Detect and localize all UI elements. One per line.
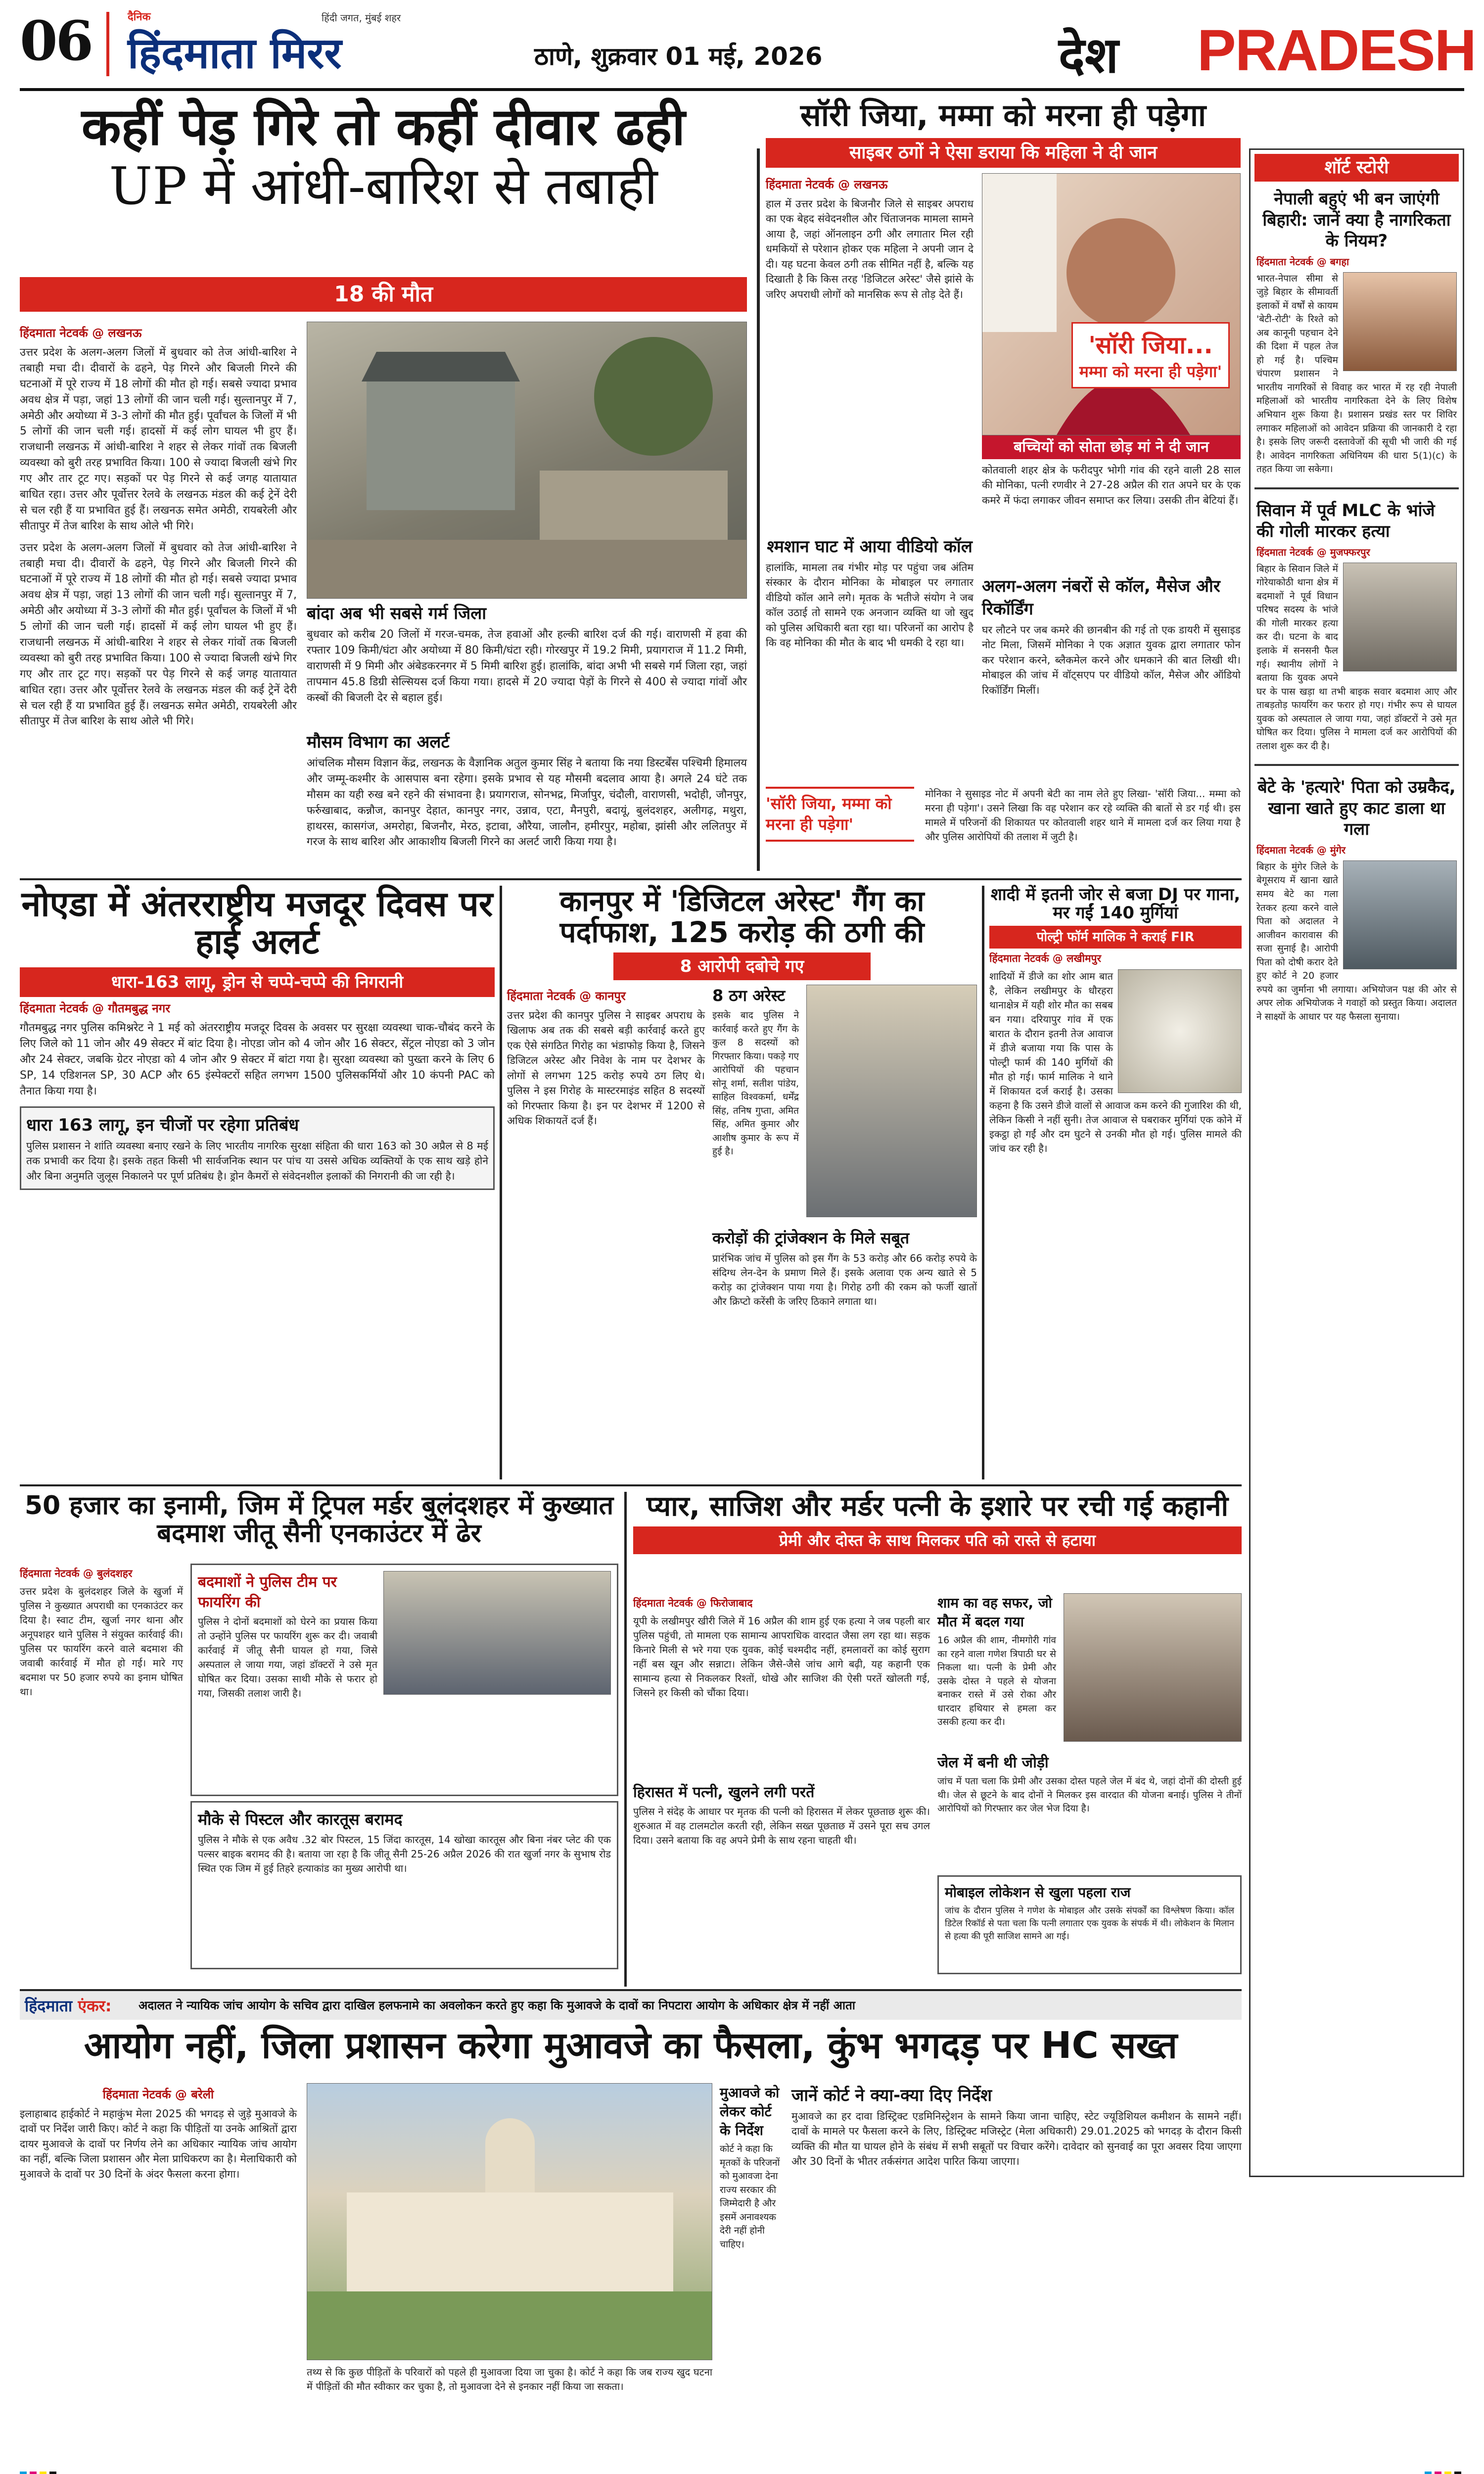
- firozabad-sub3-body: जांच के दौरान पुलिस ने गणेश के मोबाइल और उसके संपर्कों का विश्लेषण किया। कॉल डिटेल रिकॉर्ड से पता चला कि पत्नी लगातार एक युवक के संपर्क में थी। लोकेशन के मिलान से हत्या की पूरी साजिश सामने आ गई।: [945, 1905, 1234, 1942]
- firozabad-red-bar: प्रेमी और दोस्त के साथ मिलकर पति को रास्ते से हटाया: [633, 1526, 1242, 1554]
- woman-portrait-illustration: [982, 174, 1240, 435]
- bulandshahr-sub-title: मौके से पिस्टल और कारतूस बरामद: [198, 1810, 403, 1829]
- cyber-photo: [982, 173, 1241, 435]
- lead-headline-block: [20, 96, 747, 217]
- lead-headline-1: कहीं पेड़ गिरे तो कहीं दीवार ढही: [81, 96, 686, 157]
- paper-tag: दैनिक: [128, 11, 151, 23]
- short-story-3-body: बिहार के मुंगेर जिले के बेगूसराय में खाना खाते समय बेटे का गला रेतकर हत्या करने वाले पिता को अदालत ने आजीवन कारावास की सजा सुनाई है। आरोपी पिता को दोषी करार देते हुए कोर्ट ने 20 हजार रुपये का जुर्माना भी लगाया। अभियोजन पक्ष की ओर से अपर लोक अभियोजक ने गवाहों को प्रस्तुत किया। अदालत ने साक्ष्यों के आधार पर यह फैसला सुनाया।: [1256, 861, 1457, 1022]
- firozabad-headline: प्यार, साजिश और मर्डर पत्नी के इशारे पर रची गई कहानी: [646, 1490, 1229, 1522]
- short-story-1-photo: [1343, 272, 1457, 371]
- lead-photo: [307, 322, 747, 599]
- noida-sub-title: धारा 163 लागू, इन चीजों पर रहेगा प्रतिबंध: [26, 1115, 299, 1135]
- paper-name: हिंदमाता मिरर: [128, 29, 342, 78]
- short-story-sidebar: [1249, 148, 1464, 2177]
- sidebar-divider-2: [1254, 764, 1459, 766]
- anchor-sub: [791, 2083, 1242, 2169]
- short-story-2-body: बिहार के सिवान जिले में गोरेयाकोठी थाना क्षेत्र में बदमाशों ने पूर्व विधान परिषद सदस्य के भांजे की गोली मारकर हत्या कर दी। घटना के बाद इलाके में सनसनी फैल गई। स्थानीय लोगों ने बताया कि युवक अपने घर के पास खड़ा था तभी बाइक सवार बदमाश आए और ताबड़तोड़ फायरिंग कर फरार हो गए। गंभीर रूप से घायल युवक को अस्पताल ले जाया गया, जहां डॉक्टरों ने उसे मृत घोषित कर दिया। पुलिस ने मामला दर्ज कर आरोपियों की तलाश शुरू कर दी है।: [1256, 563, 1457, 752]
- kanpur-body: उत्तर प्रदेश की कानपुर पुलिस ने साइबर अपराध के खिलाफ अब तक की सबसे बड़ी कार्रवाई करते हुए एक ऐसे संगठित गिरोह का भंडाफोड़ किया है, जिसने डिजिटल अरेस्ट और निवेश के नाम पर देशभर के लोगों से लगभग 125 करोड़ रुपये ठग लिए थे। पुलिस ने इस गिरोह के मास्टरमाइंड सहित 8 सदस्यों को गिरफ्तार किया है। इन पर देशभर में 1200 से अधिक शिकायतें दर्ज हैं।: [507, 1009, 705, 1127]
- paper-tagline: हिंदी जगत, मुंबई शहर: [322, 12, 401, 24]
- masthead: [20, 9, 974, 83]
- firozabad-accused-photo: [1064, 1593, 1242, 1742]
- cyber-side-body: कोतवाली शहर क्षेत्र के फरीदपुर भोगी गांव की रहने वाली 28 साल की मोनिका, पत्नी रणवीर ने 27-28 अप्रैल की रात अपने घर के एक कमरे में फंदा लगाकर जीवन समाप्त कर लिया। उसकी तीन बेटियां हैं।: [982, 464, 1241, 506]
- cyber-sub1-body: हालांकि, मामला तब गंभीर मोड़ पर पहुंचा जब अंतिम संस्कार के दौरान मोनिका के मोबाइल पर लगातार वीडियो कॉल आने लगे। मृतक के भतीजे संयोग ने जब कॉल उठाई तो सामने एक अनजान व्यक्ति था जो खुद को पुलिस अधिकारी बता रहा था। परिजनों का आरोप है कि वह मोनिका की मौत के बाद भी धमकी दे रहा था।: [766, 562, 974, 649]
- section-hindi: देश: [1059, 26, 1119, 84]
- print-color-strip: [20, 2472, 1464, 2474]
- noida-sub-box: [20, 1106, 495, 1190]
- short-story-2-photo: [1343, 563, 1457, 671]
- short-story-3-byline: हिंदमाता नेटवर्क @ मुंगेर: [1256, 844, 1346, 856]
- bulandshahr-sub-box: [190, 1801, 618, 1969]
- kanpur-story: [507, 886, 977, 980]
- lead-headline-2: UP में आंधी-बारिश से तबाही: [109, 156, 658, 217]
- anchor-photo-caption: तथ्य से कि कुछ पीड़ितों के परिवारों को पहले ही मुआवजा दिया जा चुका है। कोर्ट ने कहा कि जब राज्य खुद घटना में पीड़ितों की मौत स्वीकार कर चुका है, तो मुआवजा देने से इनकार नहीं किया जा सकता।: [307, 2366, 712, 2392]
- section-english: PRADESH: [1197, 18, 1476, 83]
- shaadi-body: शादियों में डीजे का शोर आम बात है, लेकिन लखीमपुर के धौरहरा थानाक्षेत्र में यही शोर मौत का सबब बन गया। दरियापुर गांव में एक बारात के दौरान इतनी तेज आवाज में डीजे बजाया गया कि पास के पोल्ट्री फार्म की 140 मुर्गियों की मौत हो गई। फार्म मालिक ने थाने में शिकायत दर्ज कराई है। उसका कहना है कि उसने डीजे वालों से आवाज कम करने की गुजारिश की थी, लेकिन किसी ने नहीं सुनी। तेज आवाज से घबराकर मुर्गियां एक कोने में इकट्ठा हो गईं और दम घुटने से उनकी मौत हो गई। पुलिस मामले की जांच कर रही है।: [989, 970, 1242, 1155]
- lead-body: उत्तर प्रदेश के अलग-अलग जिलों में बुधवार को तेज आंधी-बारिश ने तबाही मचा दी। दीवारों के ढहने, पेड़ गिरने और बिजली गिरने की घटनाओं में पूरे राज्य में 18 लोगों की मौत हो गई। सबसे ज्यादा प्रभाव अवध क्षेत्र में पड़ा, जहां 13 लोगों की जान चली गई। सुल्तानपुर में 7, अमेठी और अयोध्या में 3-3 लोगों की मौत हुई। पूर्वांचल के जिलों में भी 5 लोगों की जान चली गई। हादसों में कई लोग घायल भी हुए हैं। राजधानी लखनऊ में आंधी-बारिश ने शहर से लेकर गांवों तक बिजली व्यवस्था को बुरी तरह प्रभावित किया। 100 से ज्यादा बिजली खंभे गिर गए और तार टूट गए। सड़कों पर पेड़ गिरने से कई जगह यातायात बाधित रहा। उत्तर और पूर्वोत्तर रेलवे के लखनऊ मंडल की कई ट्रेनें देरी से चल रही हैं या प्रभावित हुई हैं। लखनऊ समेत अमेठी, रायबरेली और सीतापुर में तेज बारिश के साथ ओले भी गिरे।: [20, 346, 297, 532]
- cyber-red-bar: साइबर ठगों ने ऐसा डराया कि महिला ने दी जान: [766, 138, 1241, 168]
- kanpur-arrest-photo: [806, 985, 977, 1217]
- anchor-body: इलाहाबाद हाईकोर्ट ने महाकुंभ मेला 2025 की भगदड़ से जुड़े मुआवजे के दावों पर निर्देश जारी किए। कोर्ट ने कहा कि पीड़ितों या उनके आश्रितों द्वारा दायर मुआवजे के दावों पर निर्णय लेने का अधिकार न्यायिक जांच आयोग का नहीं, बल्कि जिला प्रशासन और मेला प्राधिकरण का है। मेलाधिकारी को मुआवजे के दावों पर 30 दिनों के अंदर फैसला करना होगा।: [20, 2108, 297, 2180]
- firozabad-sub3-title: मोबाइल लोकेशन से खुला पहला राज: [945, 1884, 1131, 1901]
- bulandshahr-body: उत्तर प्रदेश के बुलंदशहर जिले के खुर्जा में पुलिस ने कुख्यात अपराधी का एनकाउंटर कर दिया है। स्वाट टीम, खुर्जा नगर थाना और अनूपशहर थाने पुलिस ने संयुक्त कार्रवाई की। पुलिस पर फायरिंग करने वाले बदमाश की जवाबी कार्रवाई में मौत हो गई। मारे गए बदमाश पर 50 हजार रुपये का इनाम घोषित था।: [20, 1585, 183, 1698]
- anchor-kicker: अदालत ने न्यायिक जांच आयोग के सचिव द्वारा दाखिल हलफनामे का अवलोकन करते हुए कहा कि मुआवजे के दावों का निपटारा आयोग के अधिकार क्षेत्र में नहीं आता: [139, 1998, 855, 2012]
- bulandshahr-police-photo: [383, 1571, 611, 1695]
- short-story-1-body: भारत-नेपाल सीमा से जुड़े बिहार के सीमावर्ती इलाकों में वर्षों से कायम 'बेटी-रोटी' के रिश्ते को अब कानूनी पहचान देने की दिशा में पहल तेज हो गई है। पश्चिम चंपारण प्रशासन ने भारतीय नागरिकों से विवाह कर भारत में रह रही नेपाली महिलाओं को भारतीय नागरिकता देने के लिए विशेष अभियान शुरू किया है। प्रशासन प्रखंड स्तर पर शिविर लगाकर महिलाओं को आवेदन प्रक्रिया की जानकारी दे रहा है। इसके लिए जरूरी दस्तावेजों की सूची भी जारी की गई है। आवेदन नागरिकता अधिनियम की धारा 5(1)(c) के तहत किया जा सकेगा।: [1256, 273, 1457, 475]
- anchor-brand: हिंदमाता एंकर:: [25, 1997, 112, 2015]
- firozabad-sub3: [937, 1875, 1242, 1974]
- kanpur-headline: कानपुर में 'डिजिटल अरेस्ट' गैंग का पर्दाफाश, 125 करोड़ की ठगी की: [559, 884, 925, 949]
- bulandshahr-sub-body: पुलिस ने मौके से एक अवैध .32 बोर पिस्टल, 15 जिंदा कारतूस, 14 खोखा कारतूस और बिना नंबर प्लेट की एक पल्सर बाइक बरामद की है। बताया जा रहा है कि जीतू सैनी 25-26 अप्रैल 2026 की रात खुर्जा नगर के सुभाष रोड स्थित एक जिम में हुई तिहरे हत्याकांड का मुख्य आरोपी था।: [198, 1834, 611, 1874]
- section-rule-2: [20, 1484, 1242, 1486]
- short-story-1-byline: हिंदमाता नेटवर्क @ बगहा: [1256, 255, 1349, 268]
- court-building-illustration: [307, 2084, 712, 2360]
- cyber-sub1: [766, 534, 974, 651]
- black-mark-right: [1454, 2472, 1461, 2474]
- firozabad-byline: हिंदमाता नेटवर्क @ फिरोजाबाद: [633, 1597, 753, 1609]
- noida-story: [20, 886, 495, 1190]
- cyber-photo-caption: बच्चियों को सोता छोड़ मां ने दी जान: [982, 435, 1241, 459]
- firozabad-sub2-body: जांच में पता चला कि प्रेमी और उसका दोस्त पहले जेल में बंद थे, जहां दोनों की दोस्ती हुई थी। जेल से छूटने के बाद दोनों ने मिलकर इस वारदात की योजना बनाई। पुलिस ने तीनों आरोपियों को गिरफ्तार कर जेल भेज दिया है।: [937, 1776, 1242, 1814]
- shaadi-headline: शादी में इतनी जोर से बजा DJ पर गाना, मर गईं 140 मुर्गियां: [990, 885, 1241, 923]
- sidebar-divider-1: [1254, 487, 1459, 489]
- cyber-story: [766, 99, 1241, 168]
- firozabad-sub1-body: पुलिस ने संदेह के आधार पर मृतक की पत्नी को हिरासत में लेकर पूछताछ शुरू की। शुरुआत में वह टालमटोल करती रही, लेकिन सख्त पूछताछ में उसने पूरा सच उगल दिया। उसने बताया कि वह अपने प्रेमी के साथ रहना चाहती थी।: [633, 1806, 930, 1846]
- lead-caption-body: बुधवार को करीब 20 जिलों में गरज-चमक, तेज हवाओं और हल्की बारिश दर्ज की गई। वाराणसी में हवा की रफ्तार 109 किमी/घंटा और अयोध्या में 80 किमी/घंटा रही। गोरखपुर में 19.2 मिमी, प्रयागराज में 11.2 मिमी, वाराणसी में 9 मिमी और अंबेडकरनगर में 5 मिमी बारिश हुई। हालांकि, बांदा अभी भी सबसे गर्म जिला रहा, जहां तापमान 45.8 डिग्री सेल्सियस दर्ज किया गया। हादसे में 20 ज्यादा पेड़ों के गिरने से 400 से ज्यादा गांवों और कस्बों की बिजली देर से बहाल हुई।: [307, 628, 747, 704]
- noida-headline: नोएडा में अंतरराष्ट्रीय मजदूर दिवस पर हाई अलर्ट: [21, 884, 493, 962]
- kanpur-sub-title: करोड़ों की ट्रांजेक्शन के मिले सबूत: [712, 1229, 910, 1247]
- firozabad-sub1-title: हिरासत में पत्नी, खुलने लगी परतें: [633, 1784, 815, 1801]
- yellow-mark: [40, 2472, 46, 2474]
- magenta-mark-right: [1435, 2472, 1441, 2474]
- anchor-sub-body: मुआवजे का हर दावा डिस्ट्रिक्ट एडमिनिस्ट्रेशन के सामने किया जाना चाहिए, स्टेट ज्यूडिशियल कमीशन के सामने नहीं। दावों के मामले पर फैसला करने के लिए, डिस्ट्रिक्ट मजिस्ट्रेट (मेला अधिकारी) 29.01.2025 को भगदड़ के दौरान किसी व्यक्ति की मौत या घायल होने के संबंध में सभी सबूतों पर विचार करेंगे। दावेदार को सुनवाई का पूरा अवसर दिया जाएगा और 30 दिनों के भीतर तर्कसंगत आदेश पारित किया जाएगा।: [791, 2110, 1242, 2168]
- header-rule: [20, 88, 1464, 91]
- cyber-quote-body: मोनिका ने सुसाइड नोट में अपनी बेटी का नाम लेते हुए लिखा- 'सॉरी जिया... मम्मा को मरना ही पड़ेगा'। उसने लिखा कि वह परेशान कर रहे व्यक्ति की बातों से डर गई थी। इस मामले में परिजनों की शिकायत पर कोतवाली शहर थाने में मामला दर्ज कर लिया गया है और पुलिस आरोपियों की तलाश में जुटी है।: [925, 788, 1241, 843]
- short-story-label: शॉर्ट स्टोरी: [1254, 154, 1459, 182]
- anchor-kicker-bar: [20, 1989, 1242, 2020]
- bulandshahr-box: [190, 1564, 618, 1796]
- anchor-headline-block: [20, 2026, 1242, 2066]
- bulandshahr-box-title: बदमाशों ने पुलिस टीम पर फायरिंग की: [198, 1573, 337, 1611]
- noida-red-bar: धारा-163 लागू, ड्रोन से चप्पे-चप्पे की निगरानी: [20, 967, 495, 997]
- magenta-mark: [30, 2472, 37, 2474]
- cyber-sub2-body: घर लौटने पर जब कमरे की छानबीन की गई तो एक डायरी में सुसाइड नोट मिला, जिसमें मोनिका ने एक अज्ञात युवक द्वारा लगातार फोन कर परेशान करने, ब्लैकमेल करने और धमकाने की बात लिखी थी। मोबाइल की जांच में वॉट्सएप पर वीडियो कॉल, मैसेज और ऑडियो रिकॉर्डिंग मिलीं।: [982, 624, 1241, 696]
- shaadi-chicken-photo: [1118, 969, 1242, 1093]
- short-story-3: [1251, 774, 1463, 1027]
- photo-quote-line-1: 'सॉरी जिया...: [1088, 332, 1213, 359]
- firozabad-sub2: [937, 1752, 1242, 1816]
- yellow-mark-right: [1444, 2472, 1451, 2474]
- weather-title: मौसम विभाग का अलर्ट: [307, 732, 450, 752]
- anchor-side-title: मुआवजे को लेकर कोर्ट के निर्देश: [720, 2085, 780, 2139]
- dateline: ठाणे, शुक्रवार 01 मई, 2026: [534, 42, 823, 71]
- lead-body-repeat: उत्तर प्रदेश के अलग-अलग जिलों में बुधवार को तेज आंधी-बारिश ने तबाही मचा दी। दीवारों के ढहने, पेड़ गिरने और बिजली गिरने की घटनाओं में पूरे राज्य में 18 लोगों की मौत हो गई। सबसे ज्यादा प्रभाव अवध क्षेत्र में पड़ा, जहां 13 लोगों की जान चली गई। सुल्तानपुर में 7, अमेठी और अयोध्या में 3-3 लोगों की मौत हुई। पूर्वांचल के जिलों में भी 5 लोगों की जान चली गई। हादसों में कई लोग घायल भी हुए हैं। राजधानी लखनऊ में आंधी-बारिश ने शहर से लेकर गांवों तक बिजली व्यवस्था को बुरी तरह प्रभावित किया। 100 से ज्यादा बिजली खंभे गिर गए और तार टूट गए। सड़कों पर पेड़ गिरने से कई जगह यातायात बाधित रहा। उत्तर और पूर्वोत्तर रेलवे के लखनऊ मंडल की कई ट्रेनें देरी से चल रही हैं या प्रभावित हुई हैं। लखनऊ समेत अमेठी, रायबरेली और सीतापुर में तेज बारिश के साथ ओले भी गिरे।: [20, 541, 297, 728]
- short-story-2-byline: हिंदमाता नेटवर्क @ मुजफ्फरपुर: [1256, 546, 1370, 558]
- cyber-sub1-title: श्मशान घाट में आया वीडियो कॉल: [767, 537, 973, 557]
- bulandshahr-headline: 50 हजार का इनामी, जिम में ट्रिपल मर्डर बुलंदशहर में कुख्यात बदमाश जीतू सैनी एनकाउंटर में ढेर: [24, 1491, 614, 1549]
- weather-body: आंचलिक मौसम विज्ञान केंद्र, लखनऊ के वैज्ञानिक अतुल कुमार सिंह ने बताया कि नया डिस्टर्बेंस पश्चिमी हिमालय और जम्मू-कश्मीर के आसपास बना रहेगा। इसके प्रभाव से यह मौसमी बदलाव आया है। अगले 24 घंटे तक मौसम का यही रुख बने रहने की संभावना है। प्रयागराज, सोनभद्र, मिर्जापुर, चंदौली, वाराणसी, भदोही, जौनपुर, फर्रुखाबाद, कन्नौज, कानपुर देहात, कानपुर नगर, उन्नाव, एटा, मैनपुरी, बदायूं, बुलंदशहर, अलीगढ़, मथुरा, हाथरस, कासगंज, अमरोहा, बिजनौर, मेरठ, इटावा, औरैया, जालौन, हमीरपुर, महोबा, झांसी और ललितपुर में गरज के साथ बारिश और आकाशीय बिजली गिरने का अलर्ट जारी किया गया है।: [307, 757, 747, 849]
- noida-body: गौतमबुद्ध नगर पुलिस कमिश्नरेट ने 1 मई को अंतरराष्ट्रीय मजदूर दिवस के अवसर पर सुरक्षा व्यवस्था चाक-चौबंद करने के लिए जिले को 11 जोन और 49 सेक्टर में बांट दिया है। नोएडा जोन को 4 जोन और 16 सेक्टर, सेंट्रल नोएडा को 3 जोन और 24 सेक्टर, जबकि ग्रेटर नोएडा को 4 जोन और 9 सेक्टर में बांटा गया है। सुरक्षा व्यवस्था को पुख्ता करने के लिए 6 SP, 14 एडिशनल SP, 30 ACP और 65 इंस्पेक्टरों सहित लगभग 1500 पुलिसकर्मियों और 10 कंपनी PAC को तैनात किया गया है।: [20, 1022, 495, 1097]
- shaadi-byline: हिंदमाता नेटवर्क @ लखीमपुर: [989, 952, 1102, 965]
- kanpur-red-bar: 8 आरोपी दबोचे गए: [613, 952, 871, 980]
- shaadi-story: [989, 886, 1242, 1156]
- kanpur-byline: हिंदमाता नेटवर्क @ कानपुर: [507, 989, 626, 1003]
- firozabad-sub1: [633, 1781, 930, 1848]
- lead-byline: हिंदमाता नेटवर्क @ लखनऊ: [20, 326, 142, 340]
- short-story-3-title: बेटे के 'हत्यारे' पिता को उम्रकैद, खाना खाते हुए काट डाला था गला: [1257, 777, 1456, 840]
- bulandshahr-text-column: [20, 1564, 183, 1699]
- cyber-body: हाल में उत्तर प्रदेश के बिजनौर जिले से साइबर अपराध का एक बेहद संवेदनशील और चिंताजनक मामला सामने आया है, जहां ऑनलाइन ठगी और लगातार मिल रही धमकियों से परेशान होकर एक महिला ने अपनी जान दे दी। यह घटना केवल ठगी तक सीमित नहीं है, बल्कि यह दिखाती है कि किस तरह 'डिजिटल अरेस्ट' जैसे झांसे के जरिए अपराधी लोगों को मानसिक रूप से तोड़ देते हैं।: [766, 198, 974, 300]
- cyan-mark: [20, 2472, 27, 2474]
- section-rule-1: [20, 878, 1242, 880]
- cyan-mark-right: [1425, 2472, 1432, 2474]
- lead-photo-caption: [307, 601, 747, 706]
- firozabad-text-column: [633, 1593, 930, 1700]
- firozabad-side-title: शाम का वह सफर, जो मौत में बदल गया: [937, 1595, 1052, 1630]
- cyber-photo-quote: [1071, 322, 1230, 388]
- firozabad-story: [633, 1492, 1242, 1554]
- bulandshahr-byline: हिंदमाता नेटवर्क @ बुलंदशहर: [20, 1568, 133, 1579]
- collapsed-wall-illustration: [307, 322, 746, 598]
- column-rule: [757, 148, 760, 871]
- cyber-headline: सॉरी जिया, मम्मा को मरना ही पड़ेगा: [800, 97, 1206, 133]
- anchor-headline: आयोग नहीं, जिला प्रशासन करेगा मुआवजे का फैसला, कुंभ भगदड़ पर HC सख्त: [84, 2024, 1178, 2067]
- short-story-3-photo: [1343, 860, 1457, 969]
- noida-sub-body: पुलिस प्रशासन ने शांति व्यवस्था बनाए रखने के लिए भारतीय नागरिक सुरक्षा संहिता की धारा 163 को 30 अप्रैल से 8 मई तक प्रभावी कर दिया है। इसके तहत किसी भी सार्वजनिक स्थान पर पांच या उससे अधिक व्यक्तियों के एक साथ खड़े होने और बिना अनुमति जुलूस निकालने पर पूर्ण प्रतिबंध है। ड्रोन कैमरों से संवेदनशील इलाकों की निगरानी की जा रही है।: [26, 1140, 488, 1182]
- kanpur-side-body: इसके बाद पुलिस ने कार्रवाई करते हुए गैंग के कुल 8 सदस्यों को गिरफ्तार किया। पकड़े गए आरोपियों की पहचान सोनू शर्मा, सतीश पांडेय, साहिल विश्वकर्मा, धर्मेंद्र सिंह, तनिष गुप्ता, अमित सिंह, अमित कुमार और आशीष कुमार के रूप में हुई है।: [712, 1010, 799, 1157]
- weather-alert: [307, 730, 747, 850]
- cyber-sub2: [982, 574, 1241, 698]
- short-story-2: [1251, 497, 1463, 757]
- column-rule-3: [982, 886, 984, 1479]
- short-story-1: [1251, 186, 1463, 479]
- column-rule-4: [624, 1492, 627, 1987]
- lead-red-bar: 18 की मौत: [20, 277, 747, 312]
- cyber-text-column: [766, 173, 974, 302]
- shaadi-red-bar: पोल्ट्री फॉर्म मालिक ने कराई FIR: [989, 926, 1242, 949]
- lead-caption-title: बांदा अब भी सबसे गर्म जिला: [307, 604, 487, 623]
- firozabad-sub2-title: जेल में बनी थी जोड़ी: [937, 1754, 1049, 1771]
- kanpur-side-title: 8 ठग अरेस्ट: [712, 986, 786, 1005]
- firozabad-body: यूपी के लखीमपुर खीरी जिले में 16 अप्रैल की शाम हुई एक हत्या ने जब पहली बार पुलिस पहुंची, तो मामला एक सामान्य आपराधिक वारदात जैसा लग रहा था। सड़क किनारे मिली से भरे गया एक युवक, कोई चश्मदीद नहीं, हमलावरों का कोई सुराग नहीं बस खून और सन्नाटा। लेकिन जैसे-जैसे जांच आगे बढ़ी, यह कहानी एक सामान्य हत्या से निकलकर रिश्तों, धोखे और साजिश की ऐसी परतें खोलती गई, जिसने हर किसी को चौंका दिया।: [633, 1615, 930, 1699]
- short-story-2-title: सिवान में पूर्व MLC के भांजे की गोली मारकर हत्या: [1256, 500, 1435, 542]
- high-court-photo: [307, 2083, 712, 2360]
- cyber-byline: हिंदमाता नेटवर्क @ लखनऊ: [766, 178, 888, 191]
- lead-text-column: [20, 322, 297, 729]
- anchor-byline: हिंदमाता नेटवर्क @ बरेली: [102, 2088, 214, 2101]
- bulandshahr-story: [20, 1492, 618, 1547]
- firozabad-side: [937, 1593, 1056, 1729]
- header-divider: [106, 12, 109, 76]
- anchor-side: [720, 2083, 784, 2251]
- anchor-sub-title: जानें कोर्ट ने क्या-क्या दिए निर्देश: [791, 2086, 992, 2105]
- short-story-1-title: नेपाली बहुएं भी बन जाएंगी बिहारी: जानें क्या है नागरिकता के नियम?: [1262, 189, 1451, 251]
- firozabad-side-body: 16 अप्रैल की शाम, नीमगोरी गांव का रहने वाला गणेश त्रिपाठी घर से निकला था। पत्नी के प्रेमी और उसके दोस्त ने पहले से योजना बनाकर रास्ते में उसे रोका और धारदार हथियार से हमला कर उसकी हत्या कर दी।: [937, 1635, 1056, 1728]
- bulandshahr-box-body: पुलिस ने दोनों बदमाशों को घेरने का प्रयास किया तो उन्होंने पुलिस पर फायरिंग शुरू कर दी। जवाबी कार्रवाई में जीतू सैनी घायल हो गया, जिसे अस्पताल ले जाया गया, जहां डॉक्टरों ने उसे मृत घोषित कर दिया। उसका साथी मौके से फरार हो गया, जिसकी तलाश जारी है।: [198, 1616, 377, 1699]
- black-mark: [49, 2472, 56, 2474]
- page-number: 06: [20, 9, 92, 73]
- cyber-quote-box: [766, 787, 914, 842]
- kanpur-text-column: [507, 985, 705, 1129]
- photo-quote-line-2: मम्मा को मरना ही पड़ेगा': [1079, 362, 1222, 381]
- kanpur-side: [712, 985, 799, 1159]
- column-rule-2: [500, 886, 502, 1479]
- cyber-sub2-title: अलग-अलग नंबरों से कॉल, मैसेज और रिकॉर्डिंग: [982, 576, 1220, 619]
- kanpur-sub-body: प्रारंभिक जांच में पुलिस को इस गैंग के 53 करोड़ और 66 करोड़ रुपये के संदिग्ध लेन-देन के प्रमाण मिले हैं। इसके अलावा एक अन्य खाते से 5 करोड़ का ट्रांजेक्शन पाया गया है। गिरोह ठगी की रकम को फर्जी खातों और क्रिप्टो करेंसी के जरिए ठिकाने लगाता था।: [712, 1252, 977, 1307]
- anchor-side-body: कोर्ट ने कहा कि मृतकों के परिजनों को मुआवजा देना राज्य सरकार की जिम्मेदारी है और इसमें अनावश्यक देरी नहीं होनी चाहिए।: [720, 2143, 780, 2250]
- kanpur-sub: [712, 1227, 977, 1309]
- cyber-quote-text: 'सॉरी जिया, मम्मा को मरना ही पड़ेगा': [766, 794, 892, 834]
- noida-byline: हिंदमाता नेटवर्क @ गौतमबुद्ध नगर: [20, 1001, 171, 1016]
- anchor-text-column: [20, 2083, 297, 2182]
